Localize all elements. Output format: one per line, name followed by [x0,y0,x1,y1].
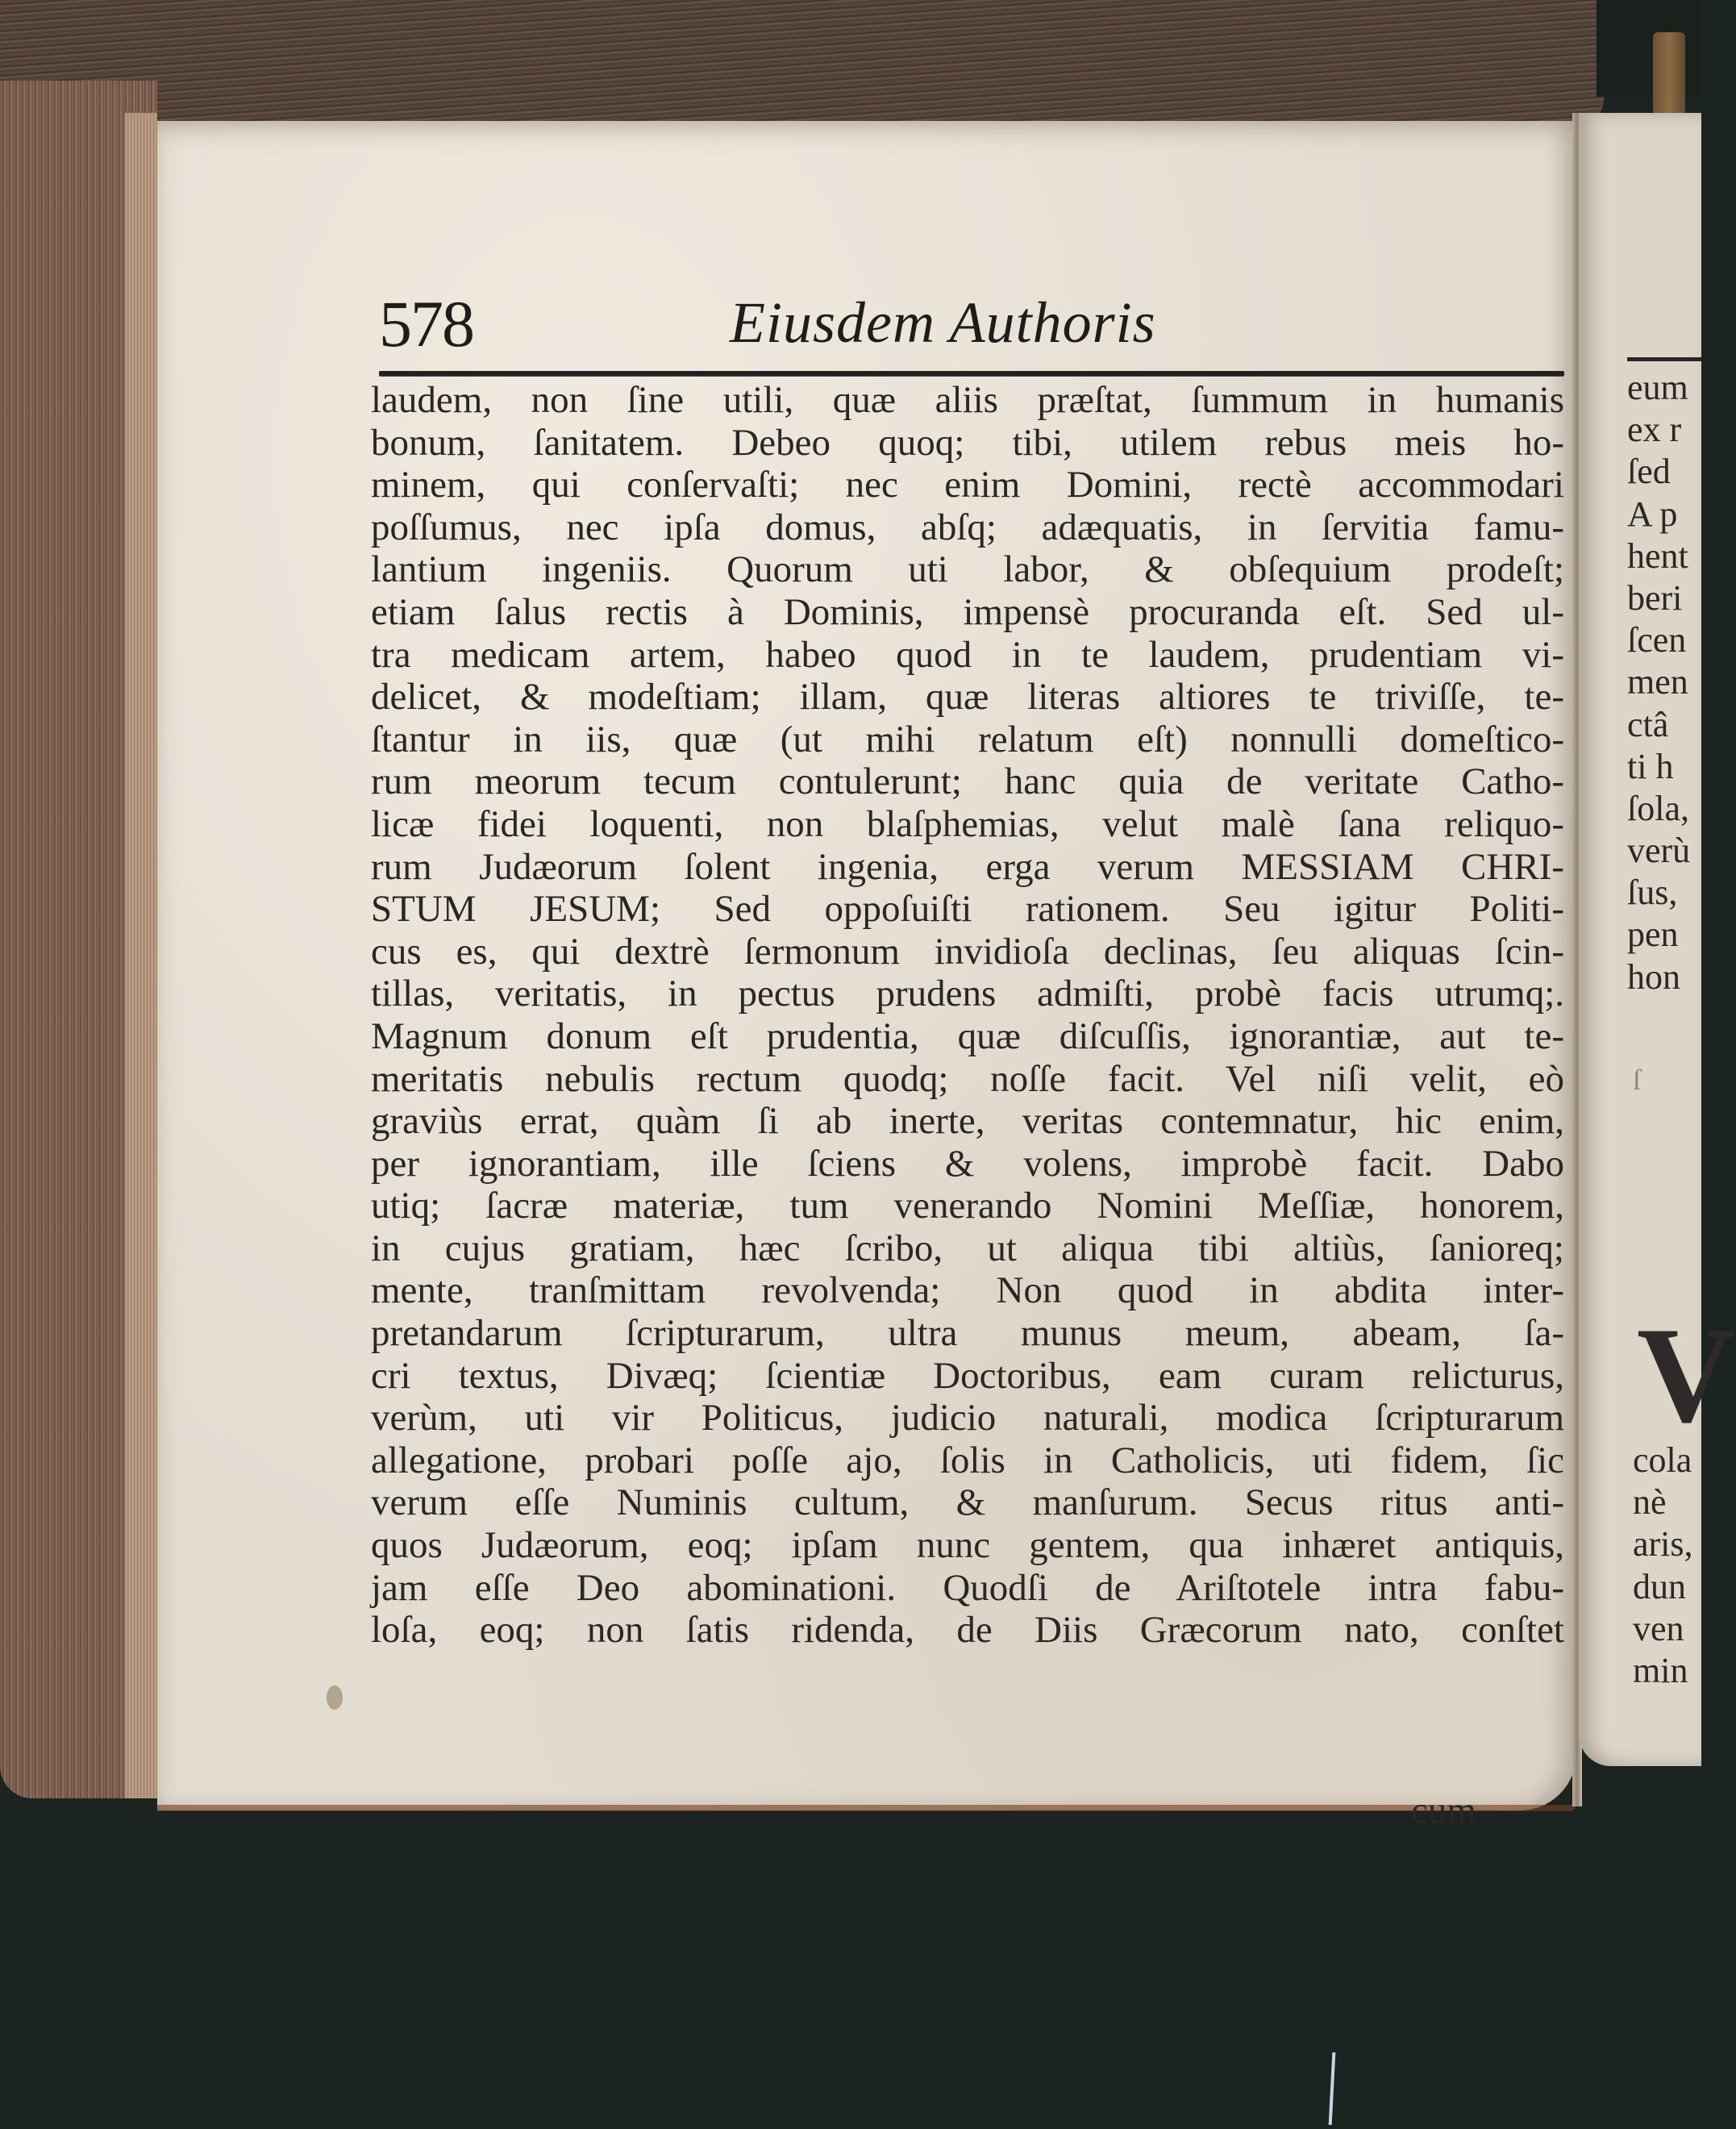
running-title: Eiusdem Authoris [730,290,1156,355]
text-line: poſſumus, nec ipſa domus, abſq; adæquatis, in ſervitia famu- [371,506,1564,548]
running-head [379,286,1564,375]
text-line: tra medicam artem, habeo quod in te laudem, prudentiam vi- [371,633,1564,676]
left-page-stack-inner [125,113,157,1798]
facing-text-line: ex r [1627,410,1682,450]
text-line: per ignorantiam, ille ſciens & volens, improbè facit. Dabo [371,1142,1564,1185]
text-line: jam eſſe Deo abominationi. Quodſi de Ariſtotele intra fabu- [371,1566,1564,1609]
facing-header-rule [1627,357,1701,361]
text-line: allegatione, probari poſſe ajo, ſolis in Catholicis, uti fidem, ſic [371,1439,1564,1481]
text-line: licæ fidei loquenti, non blaſphemias, velut malè ſana reliquo- [371,802,1564,845]
drop-initial: V [1637,1299,1736,1451]
book-clasp [1653,32,1685,121]
facing-text-line: ſus, [1627,873,1678,913]
facing-page-text-lower [1633,1439,1701,1692]
text-line: verùm, uti vir Politicus, judicio naturali, modica ſcripturarum [371,1397,1564,1439]
text-line: ſtantur in iis, quæ (ut mihi relatum eſt) nonnulli domeſtico- [371,718,1564,760]
facing-text-line: nè [1633,1482,1667,1523]
background-corner [1597,0,1701,97]
text-line: mente, tranſmittam revolvenda; Non quod in abdita inter- [371,1269,1564,1312]
header-rule [379,371,1564,376]
text-line: utiq; ſacræ materiæ, tum venerando Nomini Meſſiæ, honorem, [371,1185,1564,1227]
text-line: rum meorum tecum contulerunt; hanc quia de veritate Catho- [371,760,1564,803]
facing-text-line: verù [1627,831,1691,871]
facing-text-line: pen [1627,915,1679,955]
background-below-book [0,1810,1701,2129]
facing-text-line: beri [1627,577,1683,618]
page-number: 578 [379,287,473,360]
text-line: cus es, qui dextrè ſermonum invidioſa declinas, ſeu aliquas ſcin- [371,930,1564,973]
facing-text-line: hon [1627,956,1680,997]
facing-text-line: cola [1633,1440,1692,1480]
margin-stain [327,1685,343,1710]
facing-text-line: men [1627,662,1688,702]
text-line: lantium ingeniis. Quorum uti labor, & obſequium prodeſt; [371,548,1564,591]
facing-text-line: min [1633,1650,1688,1690]
facing-text-line: eum [1627,368,1688,407]
text-line: loſa, eoq; non ſatis ridenda, de Diis Græcorum nato, conſtet [371,1609,1564,1652]
page-bottom-edge [157,1805,1576,1811]
text-line: meritatis nebulis rectum quodq; noſſe facit. Vel niſi velit, eò [371,1057,1564,1100]
facing-text-line: ti h [1627,746,1674,786]
text-line: cri textus, Divæq; ſcientiæ Doctoribus, eam curam relicturus, [371,1354,1564,1397]
facing-faint-letter: ſ [1633,1064,1642,1096]
text-line: rum Judæorum ſolent ingenia, erga verum MESSIAM CHRI- [371,845,1564,888]
text-line: bonum, ſanitatem. Debeo quoq; tibi, utilem rebus meis ho- [371,421,1564,464]
text-line: delicet, & modeſtiam; illam, quæ literas altiores te triviſſe, te- [371,676,1564,719]
text-line: verum eſſe Numinis cultum, & manſurum. Secus ritus anti- [371,1481,1564,1524]
catchword: cum [1411,1789,1476,1831]
text-line: in cujus gratiam, hæc ſcribo, ut aliqua tibi altiùs, ſanioreq; [371,1227,1564,1269]
body-text [371,379,1564,1652]
facing-text-line: ſed [1627,452,1671,492]
text-line: graviùs errat, quàm ſi ab inerte, veritas contemnatur, hic enim, [371,1100,1564,1143]
facing-text-line: aris, [1633,1524,1693,1564]
top-page-edges [0,0,1605,141]
text-line: tillas, veritatis, in pectus prudens admiſti, probè facis utrumq;. [371,973,1564,1015]
facing-text-line: ven [1633,1608,1684,1648]
facing-text-line: ſcen [1627,620,1687,660]
text-line: laudem, non ſine utili, quæ aliis præſtat, ſummum in humanis [371,379,1564,421]
text-line: STUM JESUM; Sed oppoſuiſti rationem. Seu igitur Politi- [371,888,1564,931]
facing-text-line: hent [1627,535,1688,576]
facing-text-line: dun [1633,1566,1686,1606]
facing-text-line: ſola, [1627,788,1689,828]
text-line: quos Judæorum, eoq; ipſam nunc gentem, qua inhæret antiquis, [371,1524,1564,1567]
facing-text-line: A p [1627,494,1678,534]
facing-page-text-upper [1627,367,1701,998]
text-line: pretandarum ſcripturarum, ultra munus meum, abeam, ſa- [371,1312,1564,1355]
facing-text-line: ctâ [1627,704,1669,744]
text-line: minem, qui conſervaſti; nec enim Domini, rectè accommodari [371,464,1564,506]
text-line: etiam ſalus rectis à Dominis, impensè procuranda eſt. Sed ul- [371,590,1564,633]
text-line: Magnum donum eſt prudentia, quæ diſcuſſis, ignorantiæ, aut te- [371,1015,1564,1057]
